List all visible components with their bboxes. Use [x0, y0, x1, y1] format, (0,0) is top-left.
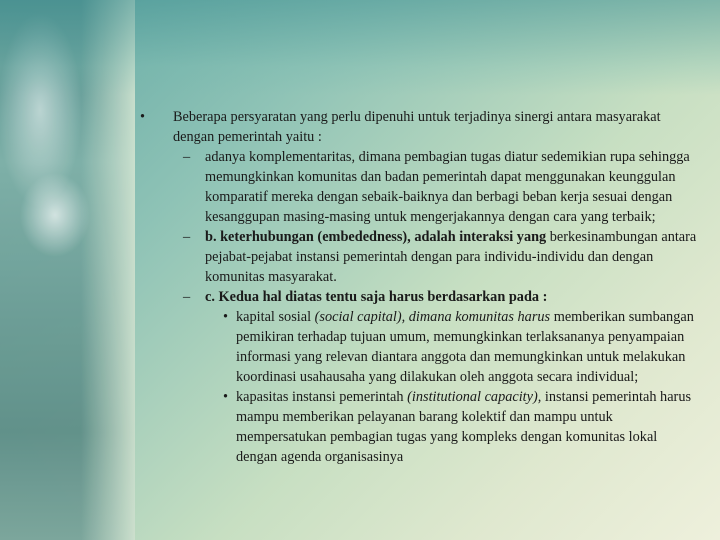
dash-icon: –	[183, 229, 191, 245]
sub-item-basis	[140, 287, 700, 307]
item-text-a: kapasitas instansi pemerintah	[236, 389, 408, 405]
sub-sub-item-institutional-capacity	[140, 387, 700, 467]
slide-content	[140, 107, 700, 467]
item-italic-text: (social capital), dimana komunitas harus	[314, 309, 551, 325]
bullet-icon: •	[223, 309, 229, 325]
item-text-a: kapital sosial	[236, 309, 315, 325]
bullet-icon: •	[223, 389, 229, 405]
header-band	[0, 0, 720, 95]
dash-icon: –	[183, 149, 191, 165]
sub-item-complementarity	[140, 147, 700, 227]
bullet-item	[140, 107, 700, 147]
bullet-icon: •	[140, 109, 146, 125]
sub-sub-item-social-capital	[140, 307, 700, 387]
sub-item-text: berkesinambungan antara pejabat-pejabat instansi pemerintah dengan para individu-individu dan dengan komunitas masyarakat.	[205, 229, 697, 285]
sub-item-text: adanya komplementaritas, dimana pembagian tugas diatur sedemikian rupa sehingga memungkinkan komunitas dan badan pemerintah dapat menggunakan keunggulan komparatif mereka dengan sebaik-baiknya dan berbagi beban kerja sesuai dengan kesanggupan masing-masing untuk mengerjakannya dengan cara yang terbaik;	[205, 149, 690, 225]
item-italic-text: (institutional capacity),	[407, 389, 542, 405]
sub-item-embeddedness	[140, 227, 700, 287]
item-text-b: instansi pemerintah harus mampu memberikan pelayanan barang kolektif dan mampu untuk mempersatukan pembagian tugas yang kompleks dengan komunitas lokal dengan agenda organisasinya	[236, 389, 692, 465]
sub-item-bold-text: b. keterhubungan (embededness), adalah interaksi yang	[205, 229, 547, 245]
bullet-text: Beberapa persyaratan yang perlu dipenuhi untuk terjadinya sinergi antara masyarakat dengan pemerintah yaitu :	[173, 109, 661, 145]
dash-icon: –	[183, 289, 191, 305]
item-text-b: memberikan sumbangan pemikiran terhadap tujuan umum, memungkinkan terlaksananya penyampaian informasi yang relevan diantara anggota dan memungkinkan untuk melakukan koordinasi usahausaha yang dilakukan oleh anggota secara individual;	[236, 309, 694, 385]
sub-item-bold-text: c. Kedua hal diatas tentu saja harus berdasarkan pada :	[205, 289, 548, 305]
